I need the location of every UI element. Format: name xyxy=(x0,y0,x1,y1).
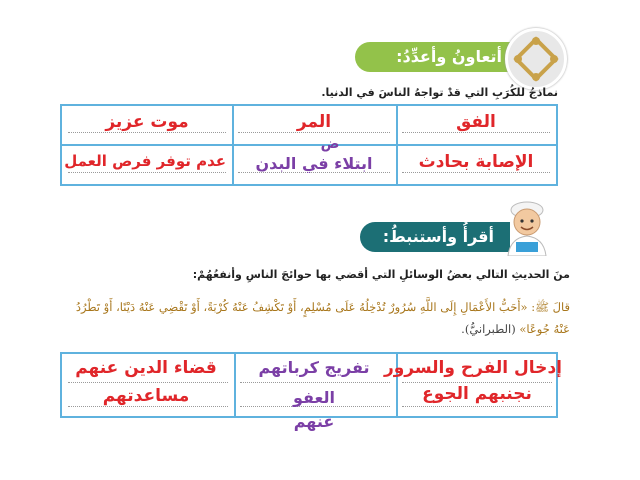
means-cell: إدخال الفرح والسرور xyxy=(383,358,562,378)
kurba-cell: عدم توفر فرص العمل xyxy=(64,152,226,170)
kurab-table xyxy=(60,104,558,186)
section1-instruction: نماذجُ للكُرَبِ التي قدْ تواجهُ الناسَ في الدنيا. xyxy=(321,86,558,99)
hadith-text xyxy=(64,296,570,336)
teamwork-icon xyxy=(505,28,567,90)
means-cell: مساعدتهم xyxy=(102,386,190,406)
hadith-source: (الطبرانيُّ). xyxy=(461,322,516,336)
section1-title: أتعاونُ وأعدِّدُ: xyxy=(396,47,502,66)
correction-mark: ض xyxy=(320,136,340,152)
hadith-line2 xyxy=(64,318,570,340)
kurba-cell: الفق xyxy=(456,112,496,132)
means-cell: نجنبهم الجوع xyxy=(422,384,532,404)
means-cell: قضاء الدين عنهم xyxy=(75,358,217,378)
means-cell: عنهم xyxy=(293,412,335,431)
means-cell: العفو xyxy=(292,388,336,407)
kurba-cell: موت عزيز xyxy=(105,112,189,132)
means-cell: تفريج كرباتهم xyxy=(258,358,370,377)
section2-instruction: منَ الحديثِ التالي بعضُ الوسائلِ التي أقضي بها حوائجَ الناسِ وأنفعُهُمْ: xyxy=(192,268,570,281)
hadith-line2-text: عَنْهُ جُوعًا» xyxy=(519,322,570,336)
hadith-line1: قالَ ﷺ: «أَحَبُّ الأَعْمَالِ إِلَى اللَّهِ سُرُورٌ تُدْخِلُهُ عَلَى مُسْلِمٍ، أَوْ تَكْشِفُ عَنْهُ كُرْبَةً، أَوْ تَقْضِي عَنْهُ دَيْنًا، أَوْ تَطْرُدُ xyxy=(75,300,570,314)
section2-title: أقرأُ وأستنبطُ: xyxy=(382,227,494,246)
kurba-cell: ابتلاء في البدن xyxy=(255,154,373,173)
kurba-cell: الإصابة بحادث xyxy=(418,152,534,172)
kurba-cell: المر xyxy=(296,112,332,132)
student-reading-icon xyxy=(500,196,554,256)
